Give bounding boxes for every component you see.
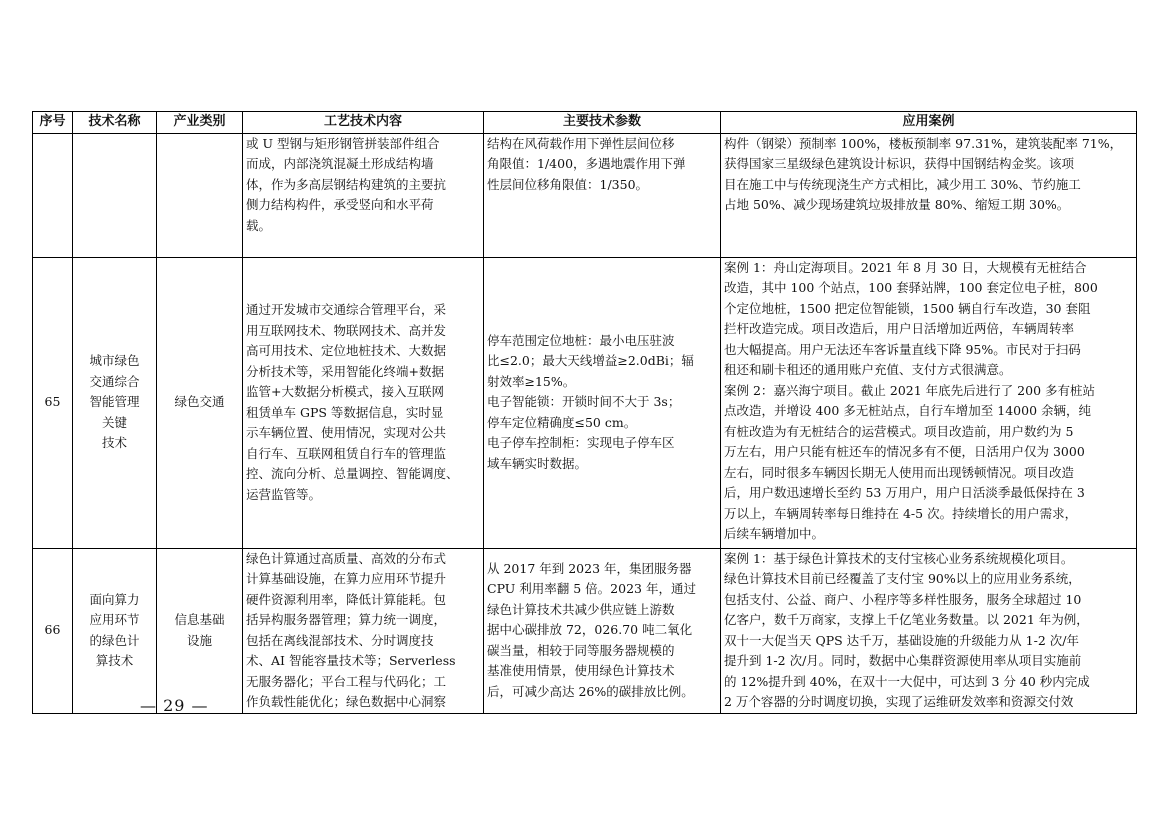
text-line: 角限值：1/400，多遇地震作用下弹	[487, 156, 686, 171]
text-line: 比≤2.0；最大天线增益≥2.0dBi；辐	[487, 353, 694, 369]
technology-table	[32, 111, 1137, 714]
row-tech-name	[73, 257, 157, 548]
table-row	[33, 548, 1137, 713]
header-process-content: 工艺技术内容	[243, 112, 484, 134]
text-line: 点改造，并增设 400 多无桩站点，自行车增加至 14000 余辆，纯	[724, 403, 1092, 418]
text-line: 交通综合	[89, 373, 140, 389]
text-line: 控、流向分析、总量调控、智能调度、	[246, 466, 459, 481]
text-line: 有桩改造为有无桩结合的运营模式。项目改造前，用户数约为 5	[724, 423, 1074, 439]
text-line: 分析技术等，采用智能化终端+数据	[246, 363, 444, 379]
row-params	[484, 257, 721, 548]
text-line: 括异构服务器管理；算力统一调度，	[246, 612, 447, 627]
row-category: 绿色交通	[157, 257, 243, 548]
row-cases	[721, 257, 1137, 548]
text-line: 停车定位精确度≤50 cm。	[487, 414, 637, 430]
text-line: 而成，内部浇筑混凝土形成结构墙	[246, 156, 434, 171]
text-line: 后续车辆增加中。	[724, 526, 825, 541]
header-category: 产业类别	[157, 112, 243, 134]
text-line: 租赁单车 GPS 等数据信息，实时显	[246, 404, 444, 420]
text-line: 智能管理	[89, 394, 140, 410]
text-line: 面向算力	[89, 591, 140, 607]
header-tech-name: 技术名称	[73, 112, 157, 134]
text-line: 占地 50%、减少现场建筑垃圾排放量 80%、缩短工期 30%。	[724, 197, 1070, 212]
text-line: 包括支付、公益、商户、小程序等多样性服务，服务全球超过 10	[724, 591, 1082, 607]
text-line: 载。	[246, 217, 272, 233]
text-line: 案例 1：舟山定海项目。2021 年 8 月 30 日，大规模有无桩结合	[724, 259, 1087, 275]
text-line: 硬件资源利用率，降低计算能耗。包	[246, 591, 447, 607]
row-tech-name	[73, 133, 157, 257]
text-line: 示车辆位置、使用情况，实现对公共	[246, 425, 447, 440]
row-cases	[721, 133, 1137, 257]
text-line: 绿色计算通过高质量、高效的分布式	[246, 550, 447, 566]
text-line: 碳当量，相较于同等服务器规模的	[487, 642, 675, 658]
text-line: 用互联网技术、物联网技术、高并发	[246, 322, 447, 338]
text-line: 双十一大促当天 QPS 达千万，基础设施的升级能力从 1-2 次/年	[724, 632, 1079, 648]
text-line: 城市绿色	[89, 353, 140, 369]
text-line: 亿客户，数千万商家，支撑上千亿笔业务数量。以 2021 年为例，	[724, 612, 1089, 627]
table-row	[33, 133, 1137, 257]
text-line: 体，作为多高层钢结构建筑的主要抗	[246, 176, 447, 192]
text-line: 术、AI 智能容量技术等；Serverless	[246, 653, 456, 668]
text-line: 案例 1：基于绿色计算技术的支付宝核心业务系统规模化项目。	[724, 550, 1074, 566]
text-line: 信息基础	[174, 612, 225, 627]
text-line: 监管+大数据分析模式，接入互联网	[246, 384, 444, 399]
row-index: 65	[33, 257, 73, 548]
row-params	[484, 548, 721, 713]
text-line: 从 2017 年到 2023 年，集团服务器	[487, 560, 692, 576]
text-line: 绿色计算技术共减少供应链上游数	[487, 601, 675, 617]
row-index	[33, 133, 73, 257]
header-cases: 应用案例	[721, 112, 1137, 134]
row-tech-name	[73, 548, 157, 713]
text-line: 据中心碳排放 72，026.70 吨二氧化	[487, 622, 693, 638]
text-line: 包括在离线混部技术、分时调度技	[246, 632, 434, 648]
text-line: 算技术	[95, 653, 134, 668]
text-line: 万以上，车辆周转率每日维持在 4-5 次。持续增长的用户需求，	[724, 505, 1078, 521]
row-category	[157, 133, 243, 257]
text-line: 域车辆实时数据。	[487, 455, 588, 471]
text-line: 也大幅提高。用户无法还车客诉量直线下降 95%。市民对于扫码	[724, 341, 1081, 357]
text-line: 自行车、互联网租赁自行车的管理监	[246, 445, 447, 461]
text-line: 的 12%提升到 40%，在双十一大促中，可达到 3 分 40 秒内完成	[724, 673, 1090, 689]
text-line: 结构在风荷载作用下弹性层间位移	[487, 135, 675, 151]
text-line: 侧力结构构件，承受竖向和水平荷	[246, 197, 434, 212]
text-line: 后，可减少高达 26%的碳排放比例。	[487, 683, 694, 699]
text-line: CPU 利用率翻 5 倍。2023 年，通过	[487, 581, 696, 597]
text-line: 电子智能锁：开锁时间不大于 3s；	[487, 394, 681, 410]
text-line: 电子停车控制柜：实现电子停车区	[487, 435, 675, 451]
text-line: 提升到 1-2 次/月。同时，数据中心集群资源使用率从项目实施前	[724, 653, 1082, 668]
text-line: 目在施工中与传统现浇生产方式相比，减少用工 30%、节约施工	[724, 176, 1081, 192]
row-content	[243, 133, 484, 257]
text-line: 技术	[101, 435, 127, 451]
row-cases	[721, 548, 1137, 713]
text-line: 绿色计算技术目前已经覆盖了支付宝 90%以上的应用业务系统，	[724, 571, 1081, 586]
text-line: 构件（钢梁）预制率 100%，楼板预制率 97.31%，建筑装配率 71%，	[724, 135, 1123, 151]
text-line: 案例 2：嘉兴海宁项目。截止 2021 年底先后进行了 200 多有桩站	[724, 382, 1095, 398]
text-line: 设施	[186, 632, 212, 648]
text-line: 的绿色计	[89, 632, 140, 648]
text-line: 应用环节	[89, 612, 140, 627]
text-line: 基准使用情景，使用绿色计算技术	[487, 663, 675, 679]
text-line: 左右，同时很多车辆因长期无人使用而出现锈顿情况。项目改造	[724, 464, 1075, 480]
text-line: 通过开发城市交通综合管理平台，采	[246, 302, 447, 317]
text-line: 射效率≥15%。	[487, 373, 576, 389]
text-line: 作负载性能优化；绿色数据中心洞察	[246, 694, 447, 709]
row-index: 66	[33, 548, 73, 713]
text-line: 或 U 型钢与矩形钢管拼装部件组合	[246, 135, 440, 151]
text-line: 性层间位移角限值：1/350。	[487, 176, 649, 192]
table-header-row	[33, 112, 1137, 134]
text-line: 个定位地桩，1500 把定位智能锁，1500 辆自行车改造，30 套阻	[724, 300, 1091, 316]
row-content	[243, 548, 484, 713]
text-line: 运营监管等。	[246, 486, 322, 502]
text-line: 停车范围定位地桩：最小电压驻波	[487, 332, 675, 348]
text-line: 万左右，用户只能有桩还车的情况多有不便，日活用户仅为 3000	[724, 444, 1085, 459]
text-line: 无服务器化；平台工程与代码化；工	[246, 673, 447, 689]
table-row	[33, 257, 1137, 548]
text-line: 2 万个容器的分时调度切换，实现了运维研发效率和资源交付效	[724, 694, 1074, 709]
text-line: 改造，其中 100 个站点，100 套驿站牌，100 套定位电子桩，800	[724, 280, 1098, 295]
row-params	[484, 133, 721, 257]
header-main-params: 主要技术参数	[484, 112, 721, 134]
text-line: 租还和刷卡租还的通用账户充值、支付方式很满意。	[724, 362, 1012, 377]
text-line: 拦杆改造完成。项目改造后，用户日活增加近两倍，车辆周转率	[724, 321, 1075, 336]
header-index: 序号	[33, 112, 73, 134]
row-category	[157, 548, 243, 713]
row-content	[243, 257, 484, 548]
text-line: 关键	[101, 414, 127, 430]
text-line: 高可用技术、定位地桩技术、大数据	[246, 343, 447, 358]
page-number: — 29 —	[140, 696, 209, 715]
text-line: 计算基础设施，在算力应用环节提升	[246, 571, 447, 586]
text-line: 获得国家三星级绿色建筑设计标识，获得中国钢结构金奖。该项	[724, 156, 1075, 171]
text-line: 后，用户数迅速增长至约 53 万用户，用户日活淡季最低保持在 3	[724, 485, 1085, 500]
